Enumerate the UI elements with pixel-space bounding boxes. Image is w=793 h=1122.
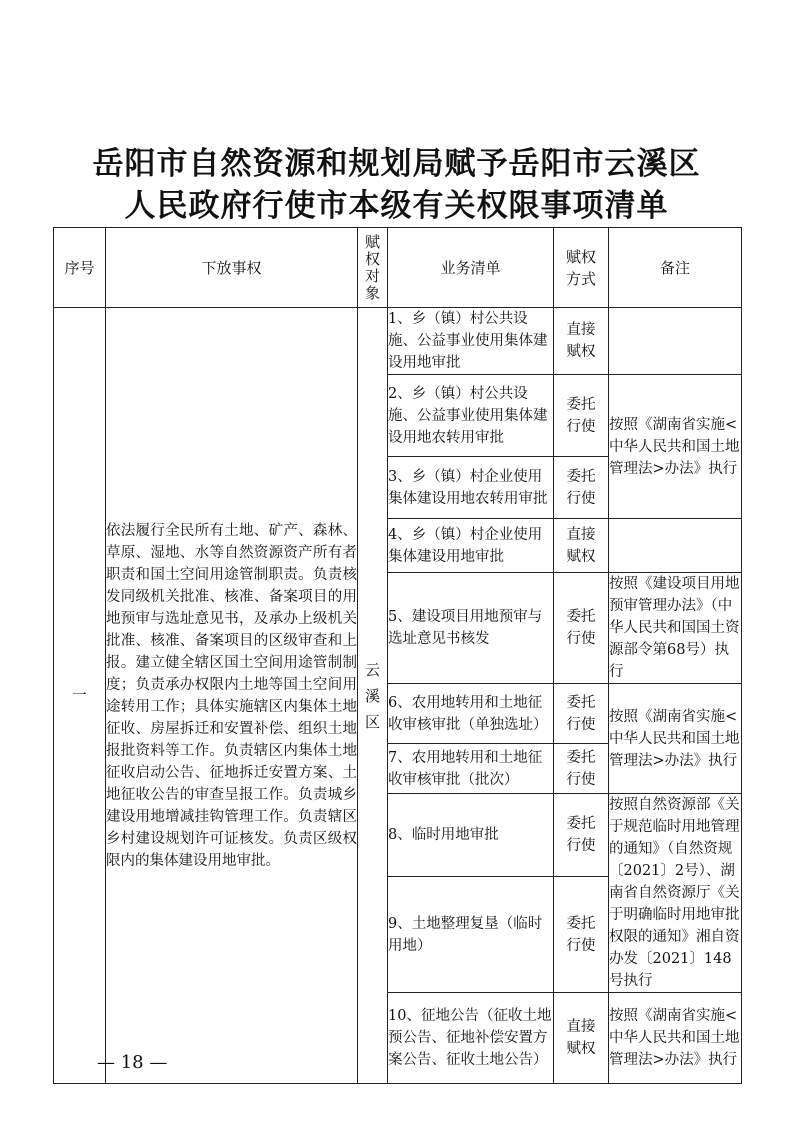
note-cell: 按照《湖南省实施<中华人民共和国土地管理法>办法》执行: [609, 684, 742, 794]
business-cell: 1、乡（镇）村公共设施、公益事业使用集体建设用地审批: [388, 308, 554, 375]
matter-cell: 依法履行全民所有土地、矿产、森林、草原、湿地、水等自然资源资产所有者职责和国土空间用途管制职责。负责核发同级机关批准、核准、备案项目的用地预审与选址意见书，及承办上级机关批准、核准、备案项目的区级审查和上报。建立健全辖区国土空间用途管制制度；负责承办权限内土地等国土空间用途转用工作；具体实施辖区内集体土地征收、房屋拆迁和安置补偿、组织土地报批资料等工作。负责辖区内集体土地征收启动公告、征地拆迁安置方案、土地征收公告的审查呈报工作。负责城乡建设用地增减挂钩管理工作。负责辖区乡村建设规划许可证核发。负责区级权限内的集体建设用地审批。: [106, 308, 358, 1084]
table-header-row: [54, 228, 742, 308]
note-cell-empty: [609, 519, 742, 573]
business-cell: 5、建设项目用地预审与选址意见书核发: [388, 573, 554, 684]
authority-table: [53, 227, 742, 1084]
mode-cell: 委托行使: [554, 684, 609, 744]
business-cell: 2、乡（镇）村公共设施、公益事业使用集体建设用地农转用审批: [388, 375, 554, 457]
business-cell: 8、临时用地审批: [388, 794, 554, 877]
document-title-line1: 岳阳市自然资源和规划局赋予岳阳市云溪区: [92, 146, 701, 182]
business-cell: 9、土地整理复垦（临时用地）: [388, 877, 554, 993]
note-cell: 按照自然资源部《关于规范临时用地管理的通知》（自然资规〔2021〕2号）、湖南省自然资源厅《关于明确临时用地审批权限的通知》湘自资办发〔2021〕148号执行: [609, 794, 742, 993]
mode-cell: 委托行使: [554, 375, 609, 457]
mode-cell: 委托行使: [554, 457, 609, 519]
mode-cell: 委托行使: [554, 794, 609, 877]
business-cell: 3、乡（镇）村企业使用集体建设用地农转用审批: [388, 457, 554, 519]
mode-cell: 直接赋权: [554, 993, 609, 1084]
seq-cell: 一: [54, 308, 106, 1084]
mode-cell: 直接赋权: [554, 519, 609, 573]
business-cell: 6、农用地转用和土地征收审核审批（单独选址）: [388, 684, 554, 744]
target-cell: 云溪区: [358, 308, 388, 1084]
mode-cell: 直接赋权: [554, 308, 609, 375]
note-cell: 按照《湖南省实施<中华人民共和国土地管理法>办法》执行: [609, 375, 742, 519]
header-target: 赋权对象: [358, 228, 388, 308]
note-cell-empty: [609, 308, 742, 375]
note-cell: 按照《建设项目用地预审管理办法》（中华人民共和国国土资源部令第68号）执行: [609, 573, 742, 684]
mode-cell: 委托行使: [554, 744, 609, 794]
business-cell: 4、乡（镇）村企业使用集体建设用地审批: [388, 519, 554, 573]
table-row: [54, 308, 742, 375]
page-number: — 18 —: [97, 1052, 168, 1073]
mode-cell: 委托行使: [554, 877, 609, 993]
header-matter: 下放事权: [106, 228, 358, 308]
note-cell: 按照《湖南省实施<中华人民共和国土地管理法>办法》执行: [609, 993, 742, 1084]
business-cell: 10、征地公告（征收土地预公告、征地补偿安置方案公告、征收土地公告）: [388, 993, 554, 1084]
header-seq: 序号: [54, 228, 106, 308]
header-business: 业务清单: [388, 228, 554, 308]
mode-cell: 委托行使: [554, 573, 609, 684]
header-note: 备注: [609, 228, 742, 308]
business-cell: 7、农用地转用和土地征收审核审批（批次）: [388, 744, 554, 794]
header-mode: 赋权方式: [554, 228, 609, 308]
document-title-line2: 人民政府行使市本级有关权限事项清单: [124, 188, 669, 224]
